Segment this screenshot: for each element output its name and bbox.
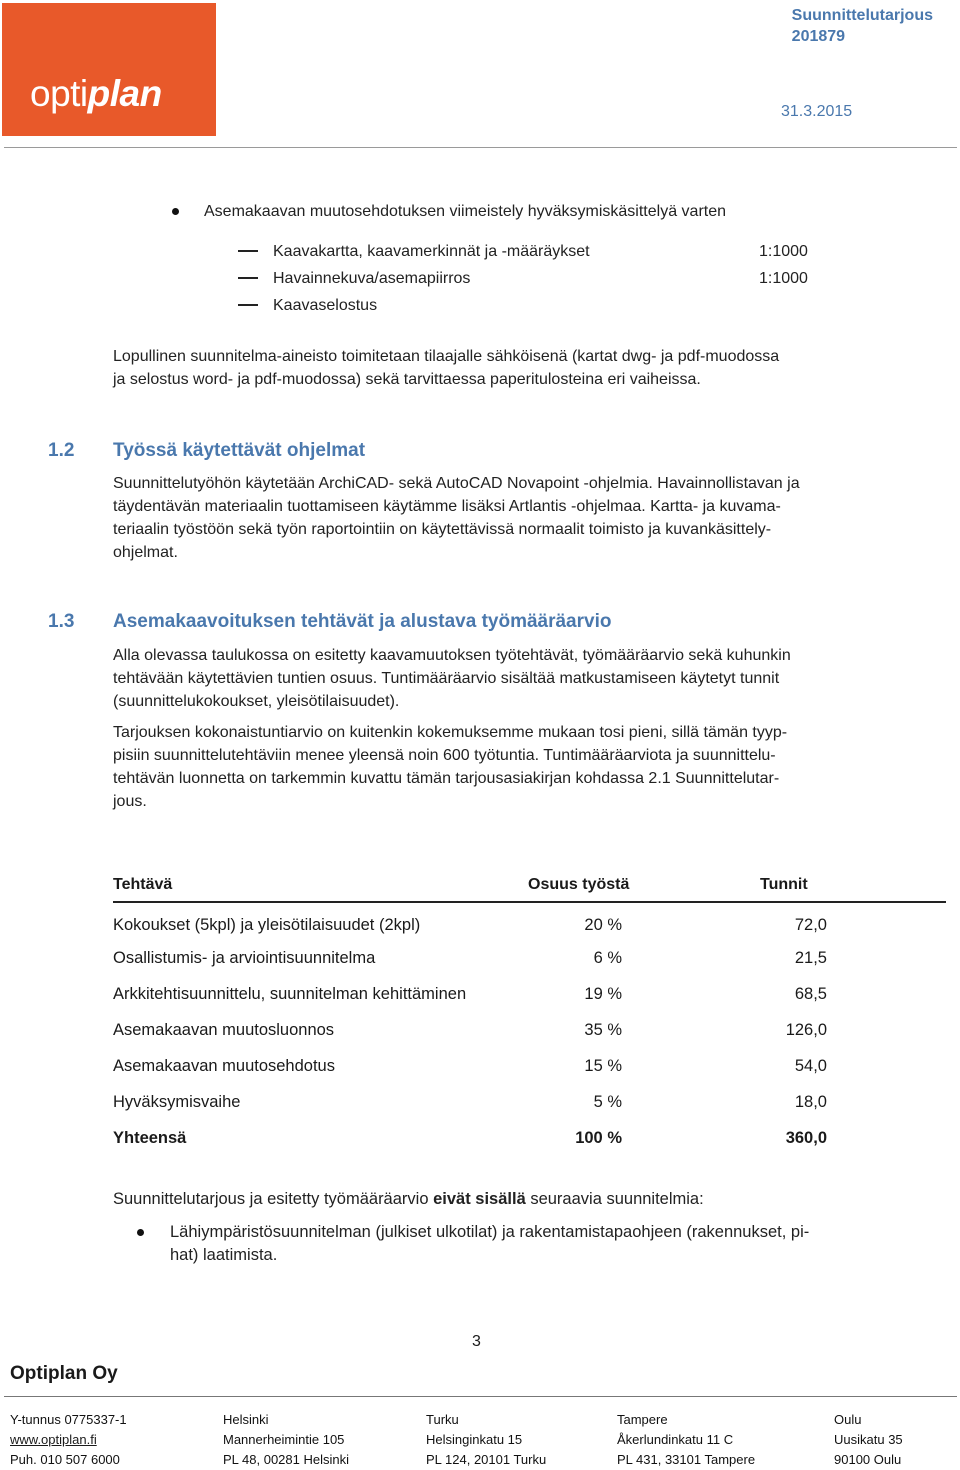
lead-emphasis: eivät sisällä bbox=[433, 1190, 526, 1208]
lead-text: Suunnittelutarjous ja esitetty työmääräarvio bbox=[113, 1190, 434, 1208]
logo-text-bold: plan bbox=[87, 73, 162, 114]
paragraph-line: ja selostus word- ja pdf-muodossa) sekä tarvittaessa paperitulosteina eri vaiheissa. bbox=[113, 371, 701, 388]
doc-date: 31.3.2015 bbox=[781, 103, 853, 120]
paragraph-line: (suunnittelukokoukset, yleisötilaisuudet). bbox=[113, 693, 400, 710]
table-header-hours: Tunnit bbox=[760, 876, 808, 893]
share-cell: 6 % bbox=[593, 949, 622, 967]
bullet-dot bbox=[172, 208, 179, 215]
share-cell: 15 % bbox=[584, 1057, 622, 1075]
share-cell: 19 % bbox=[584, 985, 622, 1003]
paragraph-line: hat) laatimista. bbox=[170, 1246, 278, 1264]
section-paragraph bbox=[113, 472, 800, 564]
footer-column bbox=[223, 1410, 349, 1470]
office-city: Turku bbox=[426, 1412, 459, 1427]
hours-cell: 18,0 bbox=[794, 1093, 827, 1111]
section-paragraph bbox=[113, 721, 787, 813]
table-header-share: Osuus työstä bbox=[528, 876, 630, 893]
intro-item-label: Havainnekuva/asemapiirros bbox=[273, 270, 471, 287]
total-share: 100 % bbox=[575, 1129, 622, 1147]
paragraph-line: jous. bbox=[113, 793, 147, 810]
dash-marker bbox=[238, 277, 258, 279]
office-street: Helsinginkatu 15 bbox=[426, 1432, 523, 1447]
share-cell: 20 % bbox=[584, 916, 622, 934]
bullet-dot bbox=[137, 1229, 144, 1236]
section-title: Työssä käytettävät ohjelmat bbox=[113, 440, 366, 461]
dash-marker bbox=[238, 304, 258, 306]
share-cell: 5 % bbox=[593, 1093, 622, 1111]
office-city: Tampere bbox=[617, 1412, 668, 1427]
exclusion-item bbox=[170, 1221, 809, 1267]
phone-number: Puh. 010 507 6000 bbox=[10, 1452, 120, 1467]
office-street: Mannerheimintie 105 bbox=[223, 1432, 345, 1447]
doc-number: 201879 bbox=[791, 28, 846, 45]
paragraph-line: tehtävään käytettävien tuntien osuus. Tuntimääräarvio sisältää matkustamiseen käytetyt tunnit bbox=[113, 670, 780, 687]
paragraph-line: pisiin suunnittelutehtäviin menee yleensä noin 600 työtuntia. Tuntimääräarviota ja suunnittelu- bbox=[113, 747, 776, 764]
dash-marker bbox=[238, 250, 258, 252]
hours-cell: 72,0 bbox=[794, 916, 827, 934]
footer-column bbox=[426, 1410, 546, 1470]
section-paragraph bbox=[113, 644, 791, 713]
office-postal: PL 48, 00281 Helsinki bbox=[223, 1452, 349, 1467]
office-postal: PL 431, 33101 Tampere bbox=[617, 1452, 756, 1467]
footer-column bbox=[834, 1410, 903, 1470]
section-title: Asemakaavoituksen tehtävät ja alustava työmääräarvio bbox=[113, 611, 612, 632]
task-cell: Asemakaavan muutosluonnos bbox=[113, 1021, 335, 1039]
paragraph-line: Tarjouksen kokonaistuntiarvio on kuitenkin kokemuksemme mukaan tosi pieni, sillä tämän tyyp- bbox=[113, 724, 788, 741]
office-city: Oulu bbox=[834, 1412, 862, 1427]
hours-cell: 68,5 bbox=[794, 985, 827, 1003]
hours-cell: 126,0 bbox=[785, 1021, 827, 1039]
paragraph-line: Lopullinen suunnitelma-aineisto toimitetaan tilaajalle sähköisenä (kartat dwg- ja pdf-muodossa bbox=[113, 348, 780, 365]
footer-column bbox=[10, 1410, 127, 1470]
hours-cell: 21,5 bbox=[794, 949, 827, 967]
doc-title: Suunnittelutarjous bbox=[791, 7, 933, 24]
office-postal: 90100 Oulu bbox=[834, 1452, 902, 1467]
task-cell: Hyväksymisvaihe bbox=[113, 1093, 241, 1111]
document-header bbox=[792, 5, 933, 47]
paragraph-line: teriaalin työstöön sekä työn raportointiin on käytettävissä normaalit toimisto ja kuvankäsittely- bbox=[113, 521, 772, 538]
intro-item-label: Kaavakartta, kaavamerkinnät ja -määräykset bbox=[273, 243, 590, 260]
intro-item-scale: 1:1000 bbox=[759, 243, 808, 260]
footer-column bbox=[617, 1410, 755, 1470]
table-header-rule bbox=[113, 901, 946, 903]
logo-text-light: opti bbox=[30, 73, 88, 114]
total-hours: 360,0 bbox=[785, 1129, 827, 1147]
paragraph-line: ohjelmat. bbox=[113, 544, 178, 561]
task-cell: Asemakaavan muutosehdotus bbox=[113, 1057, 335, 1075]
share-cell: 35 % bbox=[584, 1021, 622, 1039]
lead-text: seuraavia suunnitelmia: bbox=[525, 1190, 704, 1208]
header-divider bbox=[4, 147, 957, 148]
table-header-task: Tehtävä bbox=[113, 876, 173, 893]
paragraph-line: Lähiympäristösuunnitelman (julkiset ulkotilat) ja rakentamistapaohjeen (rakennukset, pi- bbox=[170, 1223, 810, 1241]
intro-item-label: Kaavaselostus bbox=[273, 297, 378, 314]
exclusions-lead bbox=[113, 1188, 704, 1211]
section-number: 1.3 bbox=[48, 611, 75, 632]
office-street: Uusikatu 35 bbox=[834, 1432, 903, 1447]
business-id: Y-tunnus 0775337-1 bbox=[10, 1412, 127, 1427]
total-label: Yhteensä bbox=[113, 1129, 187, 1147]
footer-divider bbox=[4, 1396, 957, 1397]
paragraph-line: täydentävän materiaalin tuottamiseen käytämme lisäksi Artlantis -ohjelmaa. Kartta- ja kuvama- bbox=[113, 498, 781, 515]
hours-cell: 54,0 bbox=[794, 1057, 827, 1075]
task-cell: Osallistumis- ja arviointisuunnitelma bbox=[113, 949, 376, 967]
footer-company: Optiplan Oy bbox=[10, 1363, 118, 1384]
optiplan-logo bbox=[2, 3, 216, 136]
intro-item-scale: 1:1000 bbox=[759, 270, 808, 287]
office-postal: PL 124, 20101 Turku bbox=[426, 1452, 547, 1467]
intro-paragraph bbox=[113, 345, 779, 391]
section-number: 1.2 bbox=[48, 440, 75, 461]
page-number: 3 bbox=[472, 1333, 481, 1350]
task-cell: Arkkitehtisuunnittelu, suunnitelman kehittäminen bbox=[113, 985, 467, 1003]
intro-bullet-text: Asemakaavan muutosehdotuksen viimeistely hyväksymiskäsittelyä varten bbox=[204, 203, 727, 220]
paragraph-line: Alla olevassa taulukossa on esitetty kaavamuutoksen työtehtävät, työmääräarvio sekä kuhunkin bbox=[113, 647, 791, 664]
office-street: Åkerlundinkatu 11 C bbox=[617, 1432, 734, 1447]
office-city: Helsinki bbox=[223, 1412, 269, 1427]
task-cell: Kokoukset (5kpl) ja yleisötilaisuudet (2kpl) bbox=[113, 916, 421, 934]
website-link[interactable]: www.optiplan.fi bbox=[10, 1432, 97, 1447]
paragraph-line: tehtävän luonnetta on tarkemmin kuvattu tämän tarjousasiakirjan kohdassa 2.1 Suunnittelutar- bbox=[113, 770, 780, 787]
paragraph-line: Suunnittelutyöhön käytetään ArchiCAD- sekä AutoCAD Novapoint -ohjelmia. Havainnollistavan ja bbox=[113, 475, 800, 492]
